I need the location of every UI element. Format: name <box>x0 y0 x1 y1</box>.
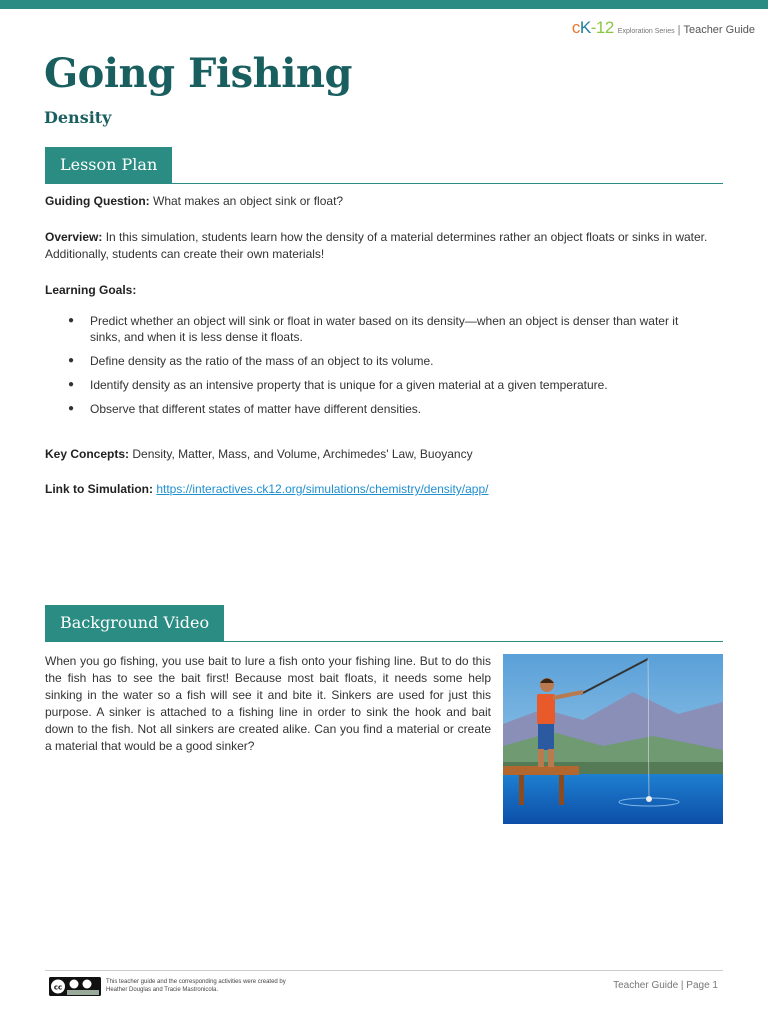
simulation-link-row <box>45 481 705 498</box>
fisherman-leg <box>548 749 554 767</box>
key-concepts-text: Density, Matter, Mass, and Volume, Archimedes' Law, Buoyancy <box>129 447 473 461</box>
series-label: Exploration Series <box>617 28 675 35</box>
svg-text:cc: cc <box>53 983 63 992</box>
list-item: ● Identify density as an intensive property that is unique for a given material at a given temperature. <box>68 378 608 392</box>
dock-deck <box>503 766 579 775</box>
brand-header <box>572 18 755 38</box>
brand-separator: | <box>677 24 681 36</box>
bullet-icon: ● <box>68 403 75 414</box>
simulation-link-label: Link to Simulation: <box>45 482 153 496</box>
page-title: Going Fishing <box>44 50 352 97</box>
simulation-link[interactable]: https://interactives.ck12.org/simulations/chemistry/density/app/ <box>156 482 489 496</box>
page-subtitle: Density <box>44 108 112 127</box>
key-concepts-label: Key Concepts: <box>45 447 130 461</box>
guiding-question-label: Guiding Question: <box>45 194 150 208</box>
learning-goals-heading: Learning Goals: <box>45 283 137 297</box>
bullet-icon: ● <box>68 315 75 326</box>
background-video-text: When you go fishing, you use bait to lure a fish onto your fishing line. But to do this the fish has to see the bait first! Because most bait floats, it needs some help sinking in the water so a fish will see it and bite it. Sinkers are used for just this purpose. A sinker is attached to a fishing line in order to sink the hook and bait down to the fish. Not all sinkers are created alike. Can you find a material or create a material that would be a good sinker? <box>45 654 491 753</box>
fishing-illustration <box>503 654 723 824</box>
lesson-plan-header <box>45 147 723 184</box>
background-video-header <box>45 605 723 642</box>
guiding-question <box>45 193 705 210</box>
dock-post <box>519 775 524 805</box>
top-accent-bar <box>0 0 768 9</box>
list-item: ● Define density as the ratio of the mass of an object to its volume. <box>68 354 434 368</box>
bait-icon <box>646 796 652 802</box>
overview-text: In this simulation, students learn how the density of a material determines rather an object floats or sinks in water. Additionally, students can create their own materials! <box>45 230 708 261</box>
background-video-tab: Background Video <box>45 605 224 641</box>
list-item: ● Predict whether an object will sink or float in water based on its density—when an object is denser than water it sinks, and when it is less dense it floats. <box>68 314 679 344</box>
overview <box>45 229 715 263</box>
footer-credit: This teacher guide and the corresponding activities were created by Heather Douglas and Tracie Mastronicola. <box>106 979 286 993</box>
dock-post <box>559 775 564 805</box>
bullet-icon: ● <box>68 355 75 366</box>
lesson-plan-tab: Lesson Plan <box>45 147 172 183</box>
learning-goals-list <box>68 313 708 425</box>
overview-label: Overview: <box>45 230 103 244</box>
fisherman-pants <box>538 722 554 750</box>
fisherman-shirt <box>537 694 555 724</box>
guiding-question-text: What makes an object sink or float? <box>149 194 344 208</box>
water <box>503 774 723 824</box>
creative-commons-icon <box>49 977 101 996</box>
footer-divider <box>45 970 723 971</box>
ck12-logo: cK-12 <box>571 18 614 37</box>
guide-label: Teacher Guide <box>683 24 755 36</box>
page-number: Teacher Guide | Page 1 <box>613 980 718 991</box>
bullet-icon: ● <box>68 379 75 390</box>
fisherman-leg <box>538 749 544 767</box>
list-item: ● Observe that different states of matter have different densities. <box>68 402 422 416</box>
key-concepts <box>45 446 705 463</box>
